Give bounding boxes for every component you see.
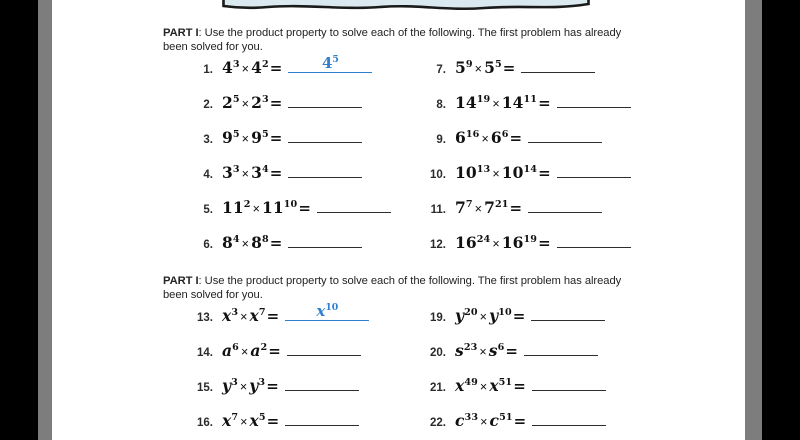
header-blue-box <box>222 0 590 12</box>
problem-expression <box>222 93 283 112</box>
problem-row <box>422 163 631 185</box>
expr-exponent-2: 5 <box>494 58 502 70</box>
answer-blank[interactable] <box>287 342 361 356</box>
expr-base-2: 8 <box>251 233 262 252</box>
expr-base-1: 3 <box>222 163 233 182</box>
multiply-symbol: × <box>481 132 489 146</box>
problem-number: 9. <box>436 134 446 146</box>
expr-base-1: s <box>455 341 464 360</box>
expr-exponent-1: 3 <box>231 306 239 318</box>
instruction-text-2: : Use the product property to solve each of the following. The first problem has already been solved for you. <box>163 275 622 301</box>
equals-symbol: = <box>538 234 551 252</box>
expr-exponent-1: 19 <box>476 93 491 105</box>
problem-expression <box>222 376 280 395</box>
equals-symbol: = <box>509 199 523 217</box>
expr-exponent-2: 8 <box>261 233 269 245</box>
problem-row <box>422 93 631 115</box>
problem-row <box>189 376 359 398</box>
answer-blank[interactable] <box>557 94 631 108</box>
equals-symbol: = <box>509 129 523 147</box>
problem-number: 1. <box>203 64 213 76</box>
multiply-symbol: × <box>492 167 500 181</box>
expr-exponent-1: 9 <box>465 58 473 70</box>
answer-blank[interactable] <box>317 199 391 213</box>
expr-base-2: 5 <box>484 58 495 77</box>
expr-base-1: 4 <box>222 58 233 77</box>
problem-expression <box>222 411 280 430</box>
expr-base-1: 5 <box>455 58 466 77</box>
instruction-text-1: : Use the product property to solve each of the following. The first problem has already been solved for you. <box>163 27 622 53</box>
instruction-paragraph-2 <box>163 275 625 302</box>
problem-number: 8. <box>436 99 446 111</box>
expr-exponent-1: 3 <box>232 163 240 175</box>
equals-symbol: = <box>513 377 526 395</box>
expr-exponent-2: 14 <box>523 163 538 175</box>
expr-exponent-2: 6 <box>501 128 509 140</box>
answer-blank[interactable] <box>521 59 595 73</box>
expr-base-2: y <box>489 306 499 325</box>
answer-text <box>285 302 369 320</box>
answer-blank[interactable] <box>557 234 631 248</box>
problem-row <box>422 58 595 80</box>
problem-expression <box>455 341 519 360</box>
equals-symbol: = <box>266 307 280 325</box>
multiply-symbol: × <box>241 62 250 76</box>
expr-base-2: 16 <box>501 233 524 252</box>
problem-row <box>422 198 602 220</box>
problem-expression <box>222 198 312 217</box>
multiply-symbol: × <box>241 97 250 111</box>
expr-exponent-2: 7 <box>258 306 266 318</box>
problem-expression <box>455 306 526 325</box>
equals-symbol: = <box>268 342 281 360</box>
problem-expression <box>222 306 280 325</box>
problem-row <box>422 306 605 328</box>
equals-symbol: = <box>505 342 519 360</box>
answer-text <box>288 54 372 72</box>
expr-base-2: 4 <box>251 58 262 77</box>
multiply-symbol: × <box>241 132 250 146</box>
problem-number: 11. <box>430 204 446 216</box>
expr-exponent-1: 7 <box>465 198 473 210</box>
expr-exponent-2: 11 <box>523 93 538 105</box>
answer-base: 4 <box>321 54 333 72</box>
expr-base-1: 7 <box>455 198 466 217</box>
problem-row <box>189 233 362 255</box>
problem-number: 2. <box>203 99 213 111</box>
expr-base-2: x <box>249 306 259 325</box>
expr-base-2: 2 <box>251 93 262 112</box>
multiply-symbol: × <box>241 167 250 181</box>
multiply-symbol: × <box>239 380 248 394</box>
expr-base-1: 9 <box>222 128 233 147</box>
instruction-paragraph-1 <box>163 27 625 54</box>
equals-symbol: = <box>538 164 551 182</box>
expr-base-2: s <box>488 341 498 360</box>
equals-symbol: = <box>266 377 279 395</box>
expr-base-2: 7 <box>484 198 495 217</box>
problem-number: 6. <box>203 239 213 251</box>
expr-base-2: 10 <box>501 163 524 182</box>
problem-row <box>422 411 606 433</box>
problem-row <box>422 376 606 398</box>
expr-base-1: 8 <box>222 233 233 252</box>
expr-exponent-2: 51 <box>498 376 513 388</box>
expr-base-1: 10 <box>455 163 477 182</box>
multiply-symbol: × <box>240 345 249 359</box>
expr-exponent-1: 33 <box>464 411 479 423</box>
multiply-symbol: × <box>480 415 488 429</box>
problem-number: 15. <box>197 382 213 394</box>
expr-base-1: 6 <box>455 128 466 147</box>
answer-blank[interactable] <box>524 342 598 356</box>
expr-base-1: 11 <box>222 198 244 217</box>
problem-row <box>189 302 369 328</box>
answer-blank[interactable] <box>285 377 359 391</box>
expr-base-1: x <box>455 376 465 395</box>
answer-blank[interactable] <box>528 199 602 213</box>
expr-base-1: 16 <box>455 233 477 252</box>
equals-symbol: = <box>269 164 283 182</box>
problem-row <box>189 54 372 80</box>
expr-exponent-1: 16 <box>465 128 480 140</box>
expr-base-2: c <box>489 411 500 430</box>
answer-exponent: 5 <box>332 54 339 65</box>
multiply-symbol: × <box>479 345 487 359</box>
problem-number: 5. <box>203 204 213 216</box>
expr-base-1: y <box>222 376 232 395</box>
answer-blank[interactable] <box>285 302 369 321</box>
problem-expression <box>222 58 283 77</box>
expr-base-1: c <box>455 411 465 430</box>
answer-blank[interactable] <box>532 412 606 426</box>
problem-expression <box>455 58 516 77</box>
equals-symbol: = <box>266 412 280 430</box>
problem-row <box>189 411 359 433</box>
viewer-left-gutter <box>38 0 52 440</box>
expr-base-2: y <box>249 376 259 395</box>
part-label-2: PART I <box>163 275 199 288</box>
problem-row <box>189 93 362 115</box>
expr-base-2: 6 <box>490 128 502 147</box>
answer-blank[interactable] <box>531 307 605 321</box>
problem-expression <box>455 198 523 217</box>
multiply-symbol: × <box>474 202 483 216</box>
problem-row <box>422 341 598 363</box>
problem-expression <box>222 341 282 360</box>
problem-expression <box>455 376 527 395</box>
equals-symbol: = <box>269 129 283 147</box>
equals-symbol: = <box>512 307 526 325</box>
problem-row <box>189 128 362 150</box>
expr-exponent-1: 3 <box>231 376 238 388</box>
expr-base-2: x <box>249 411 259 430</box>
problem-number: 19. <box>430 312 446 324</box>
expr-exponent-1: 5 <box>232 93 240 105</box>
expr-base-1: 2 <box>222 93 233 112</box>
problem-expression <box>455 128 523 147</box>
problem-number: 21. <box>430 382 446 394</box>
problem-number: 3. <box>203 134 213 146</box>
problem-number: 4. <box>203 169 213 181</box>
problem-number: 12. <box>430 239 446 251</box>
multiply-symbol: × <box>252 202 260 216</box>
problem-expression <box>455 163 552 182</box>
problem-expression <box>455 411 527 430</box>
problem-number: 20. <box>430 347 446 359</box>
expr-exponent-1: 24 <box>476 233 491 245</box>
worksheet-page <box>52 0 745 440</box>
expr-exponent-1: 20 <box>464 306 478 318</box>
equals-symbol: = <box>298 199 311 217</box>
problem-expression <box>455 233 552 252</box>
equals-symbol: = <box>269 59 283 77</box>
problem-number: 7. <box>436 64 446 76</box>
expr-base-2: x <box>489 376 499 395</box>
expr-base-2: 11 <box>261 198 284 217</box>
viewer-right-gutter <box>745 0 762 440</box>
multiply-symbol: × <box>474 62 483 76</box>
problem-number: 10. <box>430 169 446 181</box>
problem-row <box>189 198 391 220</box>
equals-symbol: = <box>269 234 283 252</box>
expr-base-1: x <box>222 411 232 430</box>
expr-exponent-2: 2 <box>261 58 269 70</box>
expr-exponent-2: 5 <box>258 411 266 423</box>
expr-exponent-2: 51 <box>499 411 513 423</box>
problem-number: 16. <box>197 417 213 429</box>
expr-exponent-2: 4 <box>261 163 269 175</box>
multiply-symbol: × <box>479 310 488 324</box>
equals-symbol: = <box>513 412 527 430</box>
expr-exponent-1: 3 <box>232 58 240 70</box>
problem-number: 14. <box>197 347 213 359</box>
answer-blank[interactable] <box>532 377 606 391</box>
multiply-symbol: × <box>492 97 500 111</box>
equals-symbol: = <box>538 94 551 112</box>
expr-base-2: 3 <box>251 163 262 182</box>
multiply-symbol: × <box>240 310 248 324</box>
problem-number: 13. <box>197 312 213 324</box>
multiply-symbol: × <box>492 237 500 251</box>
problem-row <box>422 233 631 255</box>
expr-exponent-1: 6 <box>232 341 239 353</box>
answer-blank[interactable] <box>288 129 362 143</box>
problem-expression <box>455 93 552 112</box>
expr-exponent-1: 5 <box>232 128 240 140</box>
multiply-symbol: × <box>240 415 248 429</box>
answer-blank[interactable] <box>285 412 359 426</box>
problem-number: 22. <box>430 417 446 429</box>
expr-exponent-1: 49 <box>464 376 478 388</box>
answer-blank[interactable] <box>288 94 362 108</box>
problem-expression <box>222 163 283 182</box>
expr-exponent-2: 10 <box>283 198 298 210</box>
answer-blank[interactable] <box>288 234 362 248</box>
equals-symbol: = <box>502 59 516 77</box>
expr-exponent-2: 6 <box>497 341 505 353</box>
answer-blank[interactable] <box>288 164 362 178</box>
expr-exponent-2: 21 <box>494 198 509 210</box>
expr-base-2: 14 <box>501 93 524 112</box>
problem-expression <box>222 128 283 147</box>
problem-row <box>189 163 362 185</box>
expr-base-1: x <box>222 306 232 325</box>
problem-row <box>189 341 361 363</box>
expr-base-1: 14 <box>455 93 477 112</box>
answer-blank[interactable] <box>528 129 602 143</box>
answer-base: x <box>316 302 326 320</box>
expr-base-2: a <box>250 341 261 360</box>
expr-exponent-1: 13 <box>476 163 491 175</box>
multiply-symbol: × <box>479 380 488 394</box>
expr-exponent-1: 23 <box>463 341 478 353</box>
expr-exponent-1: 2 <box>243 198 251 210</box>
expr-base-1: y <box>455 306 465 325</box>
expr-exponent-2: 3 <box>261 93 269 105</box>
expr-exponent-2: 10 <box>498 306 512 318</box>
answer-exponent: 10 <box>325 302 339 313</box>
expr-exponent-2: 2 <box>260 341 268 353</box>
expr-exponent-1: 7 <box>231 411 239 423</box>
expr-exponent-1: 4 <box>232 233 240 245</box>
answer-blank[interactable] <box>288 54 372 73</box>
expr-exponent-2: 3 <box>258 376 266 388</box>
expr-base-1: a <box>222 341 233 360</box>
equals-symbol: = <box>269 94 283 112</box>
problem-row <box>422 128 602 150</box>
multiply-symbol: × <box>241 237 250 251</box>
expr-exponent-2: 5 <box>261 128 269 140</box>
expr-base-2: 9 <box>251 128 262 147</box>
part-label-1: PART I <box>163 27 199 40</box>
answer-blank[interactable] <box>557 164 631 178</box>
problem-expression <box>222 233 283 252</box>
expr-exponent-2: 19 <box>523 233 538 245</box>
